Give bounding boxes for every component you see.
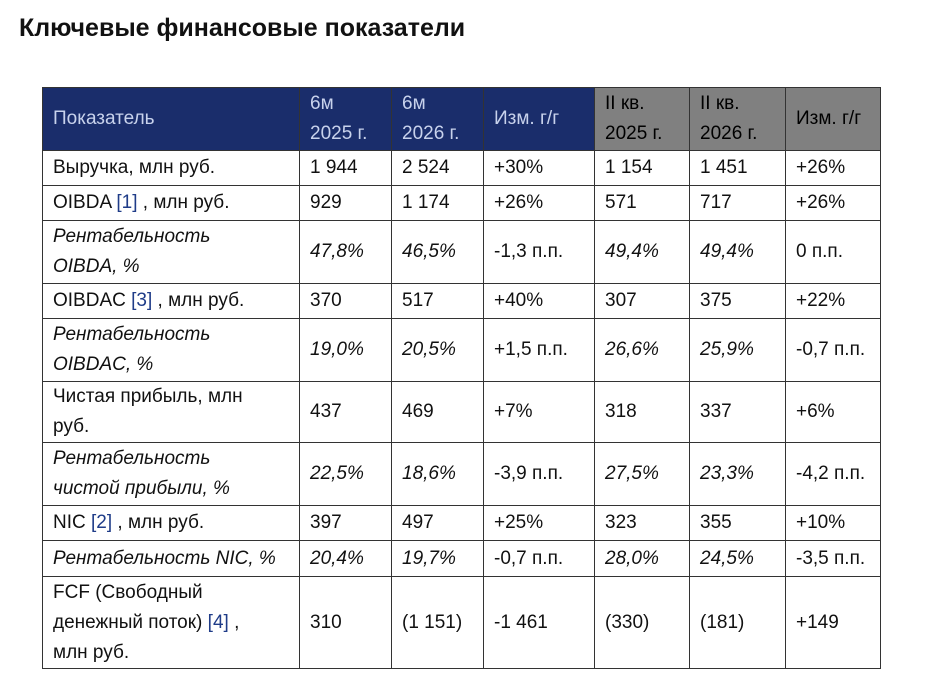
row-label-line1: Чистая прибыль, млн (53, 386, 243, 407)
cell: 929 (300, 186, 392, 221)
cell: 46,5% (392, 221, 484, 284)
cell: -3,5 п.п. (786, 541, 881, 577)
cell: 469 (392, 382, 484, 443)
cell: +25% (484, 506, 595, 541)
cell: -4,2 п.п. (786, 443, 881, 506)
footnote-link-2[interactable]: [2] (91, 512, 113, 533)
cell: 355 (690, 506, 786, 541)
header-6m-2025 (300, 88, 392, 151)
table-row-oibda-margin (43, 221, 881, 284)
row-label (43, 284, 300, 319)
cell: 323 (595, 506, 690, 541)
header-indicator: Показатель (43, 88, 300, 151)
cell: +40% (484, 284, 595, 319)
cell: 1 174 (392, 186, 484, 221)
row-label (43, 186, 300, 221)
cell: -0,7 п.п. (484, 541, 595, 577)
cell: 1 944 (300, 151, 392, 186)
cell: 497 (392, 506, 484, 541)
cell: 1 154 (595, 151, 690, 186)
cell: 47,8% (300, 221, 392, 284)
cell: 307 (595, 284, 690, 319)
row-label (43, 577, 300, 669)
cell: +26% (484, 186, 595, 221)
row-label-suffix: , млн руб. (112, 512, 205, 533)
row-label-text: NIC (53, 512, 91, 533)
header-6m-2025-line2: 2025 г. (310, 123, 368, 144)
header-q2-2025-line2: 2025 г. (605, 123, 663, 144)
cell: +26% (786, 151, 881, 186)
header-6m-2026 (392, 88, 484, 151)
header-6m-2025-line1: 6м (310, 93, 334, 114)
cell: 310 (300, 577, 392, 669)
row-label (43, 506, 300, 541)
cell: 370 (300, 284, 392, 319)
header-q2-2025 (595, 88, 690, 151)
row-label (43, 221, 300, 284)
cell: 19,7% (392, 541, 484, 577)
cell: 517 (392, 284, 484, 319)
cell: +22% (786, 284, 881, 319)
cell: 18,6% (392, 443, 484, 506)
table-row-nic (43, 506, 881, 541)
row-label-line2: OIBDA, % (53, 256, 140, 277)
cell: 22,5% (300, 443, 392, 506)
header-q2-2025-line1: II кв. (605, 93, 645, 114)
cell: +6% (786, 382, 881, 443)
row-label-line2-text: денежный поток) (53, 611, 208, 633)
row-label-line1: Рентабельность (53, 324, 211, 345)
cell: (330) (595, 577, 690, 669)
row-label-line2: OIBDAC, % (53, 354, 154, 375)
cell: 717 (690, 186, 786, 221)
cell: 25,9% (690, 319, 786, 382)
header-change-yoy-quarter: Изм. г/г (786, 88, 881, 151)
row-label-line2 (53, 608, 289, 638)
cell: 26,6% (595, 319, 690, 382)
table-row-revenue (43, 151, 881, 186)
row-label: Рентабельность NIC, % (43, 541, 300, 577)
cell: (181) (690, 577, 786, 669)
cell: 49,4% (595, 221, 690, 284)
header-6m-2026-line2: 2026 г. (402, 123, 460, 144)
table-row-oibda (43, 186, 881, 221)
row-label (43, 382, 300, 443)
row-label-text: OIBDA (53, 192, 117, 213)
cell: 49,4% (690, 221, 786, 284)
cell: 337 (690, 382, 786, 443)
header-change-yoy: Изм. г/г (484, 88, 595, 151)
cell: 375 (690, 284, 786, 319)
footnote-link-3[interactable]: [3] (131, 290, 153, 311)
cell: 2 524 (392, 151, 484, 186)
row-label-line2-suffix: , (228, 611, 240, 633)
row-label-text: OIBDAC (53, 290, 132, 311)
cell: 20,4% (300, 541, 392, 577)
cell: +7% (484, 382, 595, 443)
row-label (43, 443, 300, 506)
table-row-fcf (43, 577, 881, 669)
table-header-row (43, 88, 881, 151)
cell: 437 (300, 382, 392, 443)
cell: +26% (786, 186, 881, 221)
cell: 1 451 (690, 151, 786, 186)
table-row-net-margin (43, 443, 881, 506)
row-label-line1: FCF (Свободный (53, 581, 203, 603)
cell: 24,5% (690, 541, 786, 577)
cell: 397 (300, 506, 392, 541)
cell: 19,0% (300, 319, 392, 382)
cell: 20,5% (392, 319, 484, 382)
row-label-line2: чистой прибыли, % (53, 478, 230, 499)
page-title: Ключевые финансовые показатели (19, 14, 466, 42)
cell: +1,5 п.п. (484, 319, 595, 382)
cell: -1,3 п.п. (484, 221, 595, 284)
table-row-oibdac-margin (43, 319, 881, 382)
cell: 318 (595, 382, 690, 443)
cell: +30% (484, 151, 595, 186)
row-label (43, 319, 300, 382)
cell: -0,7 п.п. (786, 319, 881, 382)
row-label-line2: руб. (53, 416, 90, 437)
cell: 27,5% (595, 443, 690, 506)
footnote-link-1[interactable]: [1] (116, 192, 138, 213)
row-label: Выручка, млн руб. (43, 151, 300, 186)
header-q2-2026 (690, 88, 786, 151)
row-label-line1: Рентабельность (53, 226, 211, 247)
table-row-oibdac (43, 284, 881, 319)
footnote-link-4[interactable]: [4] (207, 611, 229, 633)
cell: +10% (786, 506, 881, 541)
header-6m-2026-line1: 6м (402, 93, 426, 114)
table-row-nic-margin (43, 541, 881, 577)
row-label-suffix: , млн руб. (137, 192, 230, 213)
cell: -1 461 (484, 577, 595, 669)
cell: +149 (786, 577, 881, 669)
header-q2-2026-line2: 2026 г. (700, 123, 758, 144)
row-label-line3: млн руб. (53, 641, 130, 663)
cell: 23,3% (690, 443, 786, 506)
row-label-line1: Рентабельность (53, 448, 211, 469)
cell: 571 (595, 186, 690, 221)
header-q2-2026-line1: II кв. (700, 93, 740, 114)
cell: 28,0% (595, 541, 690, 577)
cell: -3,9 п.п. (484, 443, 595, 506)
cell: 0 п.п. (786, 221, 881, 284)
financial-table (42, 87, 881, 669)
row-label-suffix: , млн руб. (152, 290, 245, 311)
table-row-net-profit (43, 382, 881, 443)
cell: (1 151) (392, 577, 484, 669)
